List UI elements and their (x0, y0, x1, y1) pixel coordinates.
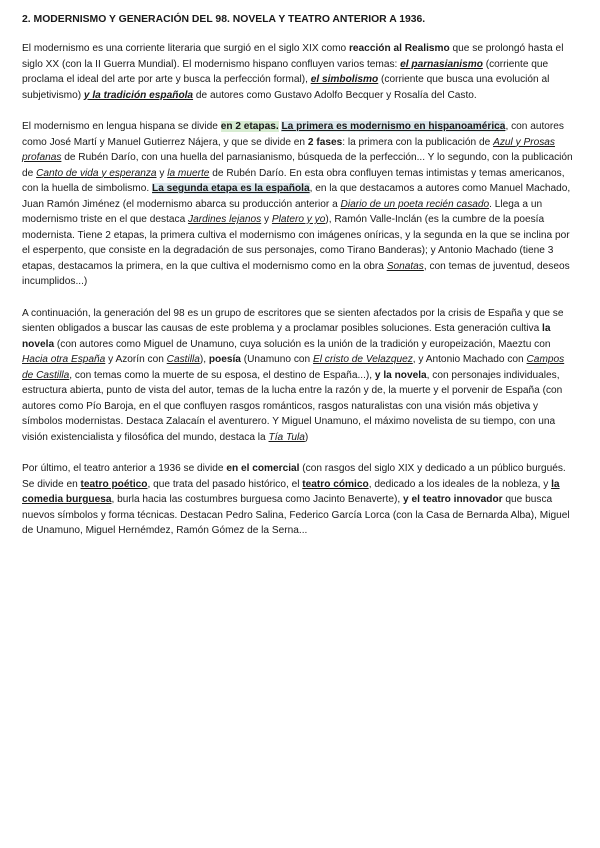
text-run: Platero y yo (271, 214, 326, 225)
text-run: , en la que destacamos a autores como Manuel Machado, Juan Ramón Jiménez (el modernismo abarca su producción anterior a (22, 183, 571, 210)
text-run: poesía (208, 354, 241, 365)
text-run: que busca nuevos símbolos y forma técnicas. Destacan Pedro Salina, Federico García Lorca (con la Casa de Bernarda Alba), Miguel de Unamuno, Miguel Hernémdez, Ramón Gómez de la Serna... (22, 494, 570, 536)
document-body (22, 41, 578, 539)
text-run: y la tradición española (83, 89, 194, 101)
text-run: el parnasianismo (400, 58, 483, 70)
text-run: Jardines lejanos (188, 214, 262, 225)
text-run: y (156, 167, 168, 179)
text-run: en 2 etapas. (220, 121, 279, 132)
text-run: El modernismo es una corriente literaria que surgió en el siglo XIX como (22, 43, 349, 54)
text-run: Campos de Castilla (22, 354, 565, 381)
text-run: (con rasgos del siglo XIX y dedicado a un público burgués. Se divide en (22, 463, 566, 490)
text-run: , con temas de juventud, deseos incumplidos...) (22, 260, 570, 287)
text-run: El modernismo en lengua hispana se divide (22, 121, 221, 132)
text-run: la novela (22, 323, 551, 350)
text-run: La primera es modernismo en hispanoamérica (281, 121, 506, 132)
text-run: y el teatro innovador (403, 494, 503, 505)
text-run: (corriente que busca una evolución al subjetivismo) (22, 74, 550, 101)
text-run: y (261, 214, 272, 225)
text-run: El cristo de Velazquez (312, 354, 413, 365)
text-run: , con temas como la muerte de su esposa, el destino de España...), (69, 369, 375, 381)
text-run: (con autores como Miguel de Unamuno, cuya solución es la unión de la tradición y europeización, Maeztu con (54, 338, 551, 350)
text-run: en el comercial (226, 463, 300, 474)
text-run: Hacia otra España (22, 354, 106, 365)
text-run: la comedia burguesa (22, 478, 560, 505)
text-run: Azul y Prosas profanas (22, 136, 555, 163)
text-run: de Rubén Darío. En esta obra confluyen temas intimistas y temas americanos, con la huella de simbolismo. (22, 167, 565, 194)
text-run: y la novela (374, 369, 427, 381)
text-run: , con personajes individuales, estructura abierta, punto de vista del autor, temas de la lucha entre la razón y de, la muerte y el porvenir de España (con autores como Pío Baroja, en el que confluyen rasgos románticos, rasgos naturalistas con una visión más objetiva y símbolos modernistas. Destaca Zalacaín el aventurero. Y Miguel Unamuno, el máximo novelista de su tiempo, con una visión existencialista y filosófica del mundo, destaca la (22, 369, 563, 443)
paragraph-generacion-98 (22, 306, 578, 446)
text-run: la muerte (167, 167, 210, 179)
document-page (22, 14, 578, 555)
text-run: , con autores como José Martí y Manuel Gutierrez Nájera, y que se divide en (22, 121, 564, 148)
text-run: (corriente que proclama el ideal del arte por arte y busca la perfección formal), (22, 58, 549, 85)
text-run: , y Antonio Machado con (412, 354, 527, 365)
text-run: Diario de un poeta recién casado (340, 198, 490, 210)
text-run: (Unamuno con (240, 354, 313, 365)
text-run: teatro poético (80, 478, 148, 490)
text-run: ) (304, 431, 309, 443)
text-run: reacción al Realismo (348, 43, 450, 54)
text-run: y Azorín con (105, 354, 167, 365)
text-run: Canto de vida y esperanza (36, 167, 157, 179)
text-run: Castilla (166, 354, 200, 365)
text-run: de Rubén Darío, con una huella del parnasianismo, búsqueda de la perfección... Y lo segundo, con la publicación de (22, 152, 573, 179)
text-run: Sonatas (386, 260, 424, 272)
text-run: el simbolismo (310, 74, 379, 85)
text-run: La segunda etapa es la española (152, 183, 310, 194)
paragraph-modernismo-intro (22, 41, 578, 103)
text-run: ), (199, 354, 209, 365)
text-run: : la primera con la publicación de (342, 136, 494, 148)
text-run: , dedicado a los ideales de la nobleza, y (368, 478, 552, 490)
text-run: A continuación, la generación del 98 es un grupo de escritores que se sienten afectados por la crisis de España y que se sienten obligados a buscar las causas de este problema y a proclamar posibles soluciones. Esta generación cultiva (22, 307, 564, 334)
text-run: 2 fases (307, 136, 343, 148)
text-run: Por último, el teatro anterior a 1936 se divide (22, 463, 227, 474)
text-run: ), Ramón Valle-Inclán (es la cumbre de la poesía modernista. Tiene 2 etapas, la primera cultiva el modernismo con imágenes oníricas, y la segunda en la que se inclina por el esperpento, que consiste en la degradación de sus personajes, como Tirano Banderas); y Antonio Machado (tiene 3 etapas, destacamos la primera, en la que cultiva el modernismo como en la obra (22, 214, 570, 272)
paragraph-teatro (22, 461, 578, 539)
text-run: que se prolongó hasta el siglo XX (con la II Guerra Mundial). El modernismo hispano confluyen varios temas: (22, 43, 564, 70)
document-title: 2. MODERNISMO Y GENERACIÓN DEL 98. NOVELA Y TEATRO ANTERIOR A 1936. (22, 14, 426, 25)
text-run: , que trata del pasado histórico, el (147, 478, 303, 490)
text-run: de autores como Gustavo Adolfo Becquer y Rosalía del Casto. (193, 89, 477, 101)
text-run: , burla hacia las costumbres burguesa como Jacinto Benaverte), (111, 494, 403, 505)
text-run: teatro cómico (302, 478, 369, 490)
text-run: Tía Tula (268, 431, 305, 443)
paragraph-modernismo-etapas (22, 119, 578, 290)
text-run: . Llega a un modernismo triste en el que destaca (22, 198, 543, 225)
